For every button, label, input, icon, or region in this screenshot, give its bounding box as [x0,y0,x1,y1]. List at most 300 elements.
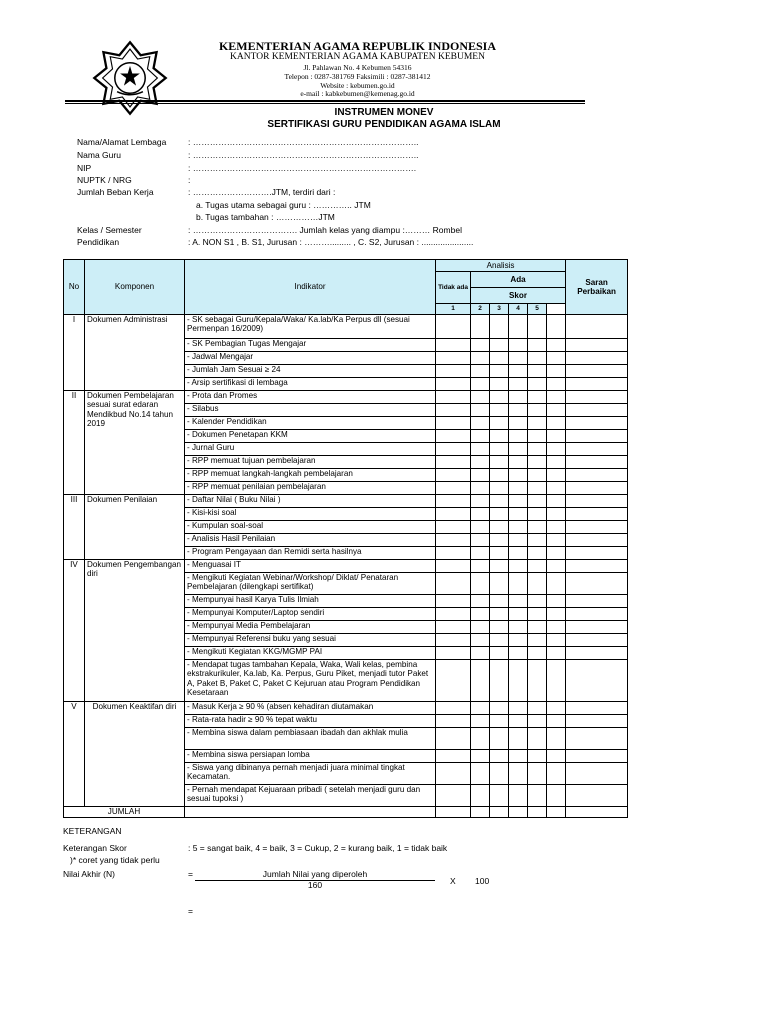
score-4-cell[interactable] [528,521,547,534]
score-2-cell[interactable] [490,508,509,521]
saran-cell[interactable] [566,456,628,469]
pendidikan-label: Pendidikan [77,237,120,247]
header-indikator: Indikator [185,260,436,315]
tidak-ada-cell[interactable] [436,608,471,621]
score-1-cell[interactable] [471,404,490,417]
score-5-cell[interactable] [547,595,566,608]
nilai-equals: = [188,869,193,879]
tidak-ada-cell[interactable] [436,547,471,560]
tidak-ada-cell[interactable] [436,469,471,482]
score-2-cell[interactable] [490,482,509,495]
tidak-ada-cell[interactable] [436,365,471,378]
tidak-ada-cell[interactable] [436,573,471,595]
tidak-ada-cell[interactable] [436,352,471,365]
score-4-cell[interactable] [528,560,547,573]
jumlah-score-cell[interactable] [436,807,471,818]
score-2-cell[interactable] [490,417,509,430]
score-3-cell[interactable] [509,534,528,547]
header-score-5: 5 [528,304,547,315]
saran-cell[interactable] [566,430,628,443]
score-5-cell[interactable] [547,750,566,763]
nama-lembaga-field[interactable]: : …………………………………………………………………….. [188,137,419,147]
score-5-cell[interactable] [547,560,566,573]
score-1-cell[interactable] [471,702,490,715]
score-3-cell[interactable] [509,660,528,702]
score-2-cell[interactable] [490,595,509,608]
score-4-cell[interactable] [528,647,547,660]
score-3-cell[interactable] [509,378,528,391]
tidak-ada-cell[interactable] [436,702,471,715]
saran-cell[interactable] [566,534,628,547]
saran-cell[interactable] [566,417,628,430]
score-3-cell[interactable] [509,339,528,352]
saran-cell[interactable] [566,715,628,728]
group-komponen: Dokumen Penilaian [85,495,185,560]
score-3-cell[interactable] [509,521,528,534]
score-2-cell[interactable] [490,495,509,508]
saran-cell[interactable] [566,728,628,750]
jumlah-score-cell[interactable] [490,807,509,818]
indicator-cell: - RPP memuat penilaian pembelajaran [185,482,436,495]
score-3-cell[interactable] [509,728,528,750]
score-1-cell[interactable] [471,495,490,508]
tidak-ada-cell[interactable] [436,534,471,547]
score-5-cell[interactable] [547,456,566,469]
score-5-cell[interactable] [547,495,566,508]
saran-cell[interactable] [566,315,628,339]
header-skor: Skor [471,288,566,304]
saran-cell[interactable] [566,785,628,807]
score-4-cell[interactable] [528,634,547,647]
score-4-cell[interactable] [528,469,547,482]
score-1-cell[interactable] [471,560,490,573]
score-5-cell[interactable] [547,508,566,521]
tidak-ada-cell[interactable] [436,785,471,807]
score-1-cell[interactable] [471,352,490,365]
table-row [64,495,628,508]
score-3-cell[interactable] [509,417,528,430]
score-5-cell[interactable] [547,417,566,430]
ministry-name: KEMENTERIAN AGAMA REPUBLIK INDONESIA [218,39,497,53]
header-tidak-ada: Tidak ada [436,272,471,304]
indicator-cell: - Pernah mendapat Kejuaraan pribadi ( setelah menjadi guru dan sesuai tupoksi ) [185,785,436,807]
saran-cell[interactable] [566,391,628,404]
score-2-cell[interactable] [490,365,509,378]
office-email: e-mail : kabkebumen@kemenag.go.id [300,89,415,98]
saran-cell[interactable] [566,365,628,378]
saran-cell[interactable] [566,443,628,456]
score-3-cell[interactable] [509,608,528,621]
score-4-cell[interactable] [528,495,547,508]
score-2-cell[interactable] [490,404,509,417]
score-1-cell[interactable] [471,482,490,495]
score-2-cell[interactable] [490,728,509,750]
indicator-cell: - Kisi-kisi soal [185,508,436,521]
score-2-cell[interactable] [490,339,509,352]
indicator-cell: - Mempunyai Media Pembelajaran [185,621,436,634]
score-3-cell[interactable] [509,702,528,715]
tidak-ada-cell[interactable] [436,647,471,660]
score-4-cell[interactable] [528,595,547,608]
score-2-cell[interactable] [490,608,509,621]
score-3-cell[interactable] [509,647,528,660]
saran-cell[interactable] [566,352,628,365]
score-4-cell[interactable] [528,534,547,547]
score-3-cell[interactable] [509,750,528,763]
tidak-ada-cell[interactable] [436,715,471,728]
score-4-cell[interactable] [528,430,547,443]
header-divider-thick [65,100,585,102]
tidak-ada-cell[interactable] [436,315,471,339]
nuptk-label: NUPTK / NRG [77,175,132,185]
score-2-cell[interactable] [490,634,509,647]
tidak-ada-cell[interactable] [436,404,471,417]
tidak-ada-cell[interactable] [436,660,471,702]
score-2-cell[interactable] [490,352,509,365]
score-2-cell[interactable] [490,750,509,763]
score-2-cell[interactable] [490,534,509,547]
score-1-cell[interactable] [471,430,490,443]
score-4-cell[interactable] [528,404,547,417]
score-1-cell[interactable] [471,456,490,469]
saran-cell[interactable] [566,547,628,560]
tidak-ada-cell[interactable] [436,750,471,763]
score-5-cell[interactable] [547,715,566,728]
saran-cell[interactable] [566,702,628,715]
jumlah-score-cell[interactable] [547,807,566,818]
score-1-cell[interactable] [471,417,490,430]
header-analisis: Analisis [436,260,566,272]
score-1-cell[interactable] [471,608,490,621]
score-3-cell[interactable] [509,508,528,521]
score-1-cell[interactable] [471,660,490,702]
score-5-cell[interactable] [547,647,566,660]
score-2-cell[interactable] [490,660,509,702]
score-5-cell[interactable] [547,339,566,352]
tidak-ada-cell[interactable] [436,378,471,391]
score-5-cell[interactable] [547,443,566,456]
tidak-ada-cell[interactable] [436,508,471,521]
indicator-cell: - Siswa yang dibinanya pernah menjadi juara minimal tingkat Kecamatan. [185,763,436,785]
score-4-cell[interactable] [528,443,547,456]
indicator-cell: - Mempunyai Komputer/Laptop sendiri [185,608,436,621]
score-5-cell[interactable] [547,573,566,595]
score-3-cell[interactable] [509,456,528,469]
saran-cell[interactable] [566,404,628,417]
score-1-cell[interactable] [471,378,490,391]
tidak-ada-cell[interactable] [436,417,471,430]
saran-cell[interactable] [566,595,628,608]
tidak-ada-cell[interactable] [436,728,471,750]
hundred-value: 100 [475,876,490,886]
score-4-cell[interactable] [528,728,547,750]
score-1-cell[interactable] [471,315,490,339]
tidak-ada-cell[interactable] [436,634,471,647]
score-4-cell[interactable] [528,621,547,634]
group-number: I [64,315,85,391]
tugas-utama-field[interactable]: a. Tugas utama sebagai guru : ………….. JTM [196,200,371,210]
score-3-cell[interactable] [509,443,528,456]
tidak-ada-cell[interactable] [436,621,471,634]
score-1-cell[interactable] [471,469,490,482]
score-2-cell[interactable] [490,430,509,443]
score-2-cell[interactable] [490,573,509,595]
tugas-tambahan-field[interactable]: b. Tugas tambahan : ……………JTM [196,212,335,222]
score-4-cell[interactable] [528,417,547,430]
score-4-cell[interactable] [528,573,547,595]
table-row [64,560,628,573]
score-3-cell[interactable] [509,634,528,647]
score-4-cell[interactable] [528,785,547,807]
score-1-cell[interactable] [471,508,490,521]
indicator-cell: - Prota dan Promes [185,391,436,404]
score-3-cell[interactable] [509,495,528,508]
score-5-cell[interactable] [547,391,566,404]
header-divider-thin [65,103,585,104]
tidak-ada-cell[interactable] [436,595,471,608]
score-2-cell[interactable] [490,560,509,573]
score-1-cell[interactable] [471,750,490,763]
score-5-cell[interactable] [547,365,566,378]
score-3-cell[interactable] [509,391,528,404]
score-4-cell[interactable] [528,508,547,521]
score-5-cell[interactable] [547,634,566,647]
score-5-cell[interactable] [547,763,566,785]
score-3-cell[interactable] [509,482,528,495]
keterangan-heading: KETERANGAN [63,826,122,836]
score-2-cell[interactable] [490,621,509,634]
score-4-cell[interactable] [528,352,547,365]
score-4-cell[interactable] [528,763,547,785]
score-3-cell[interactable] [509,621,528,634]
indicator-cell: - Daftar Nilai ( Buku Nilai ) [185,495,436,508]
score-2-cell[interactable] [490,785,509,807]
score-1-cell[interactable] [471,647,490,660]
saran-cell[interactable] [566,621,628,634]
header-ada: Ada [471,272,566,288]
saran-cell[interactable] [566,763,628,785]
indicator-cell: - SK sebagai Guru/Kepala/Waka/ Ka.lab/Ka Perpus dll (sesuai Permenpan 16/2009) [185,315,436,339]
jumlah-saran-cell[interactable] [566,807,628,818]
score-5-cell[interactable] [547,378,566,391]
score-2-cell[interactable] [490,443,509,456]
tidak-ada-cell[interactable] [436,482,471,495]
score-5-cell[interactable] [547,785,566,807]
score-3-cell[interactable] [509,315,528,339]
score-2-cell[interactable] [490,456,509,469]
score-1-cell[interactable] [471,785,490,807]
saran-cell[interactable] [566,339,628,352]
indicator-cell: - Mempunyai hasil Karya Tulis Ilmiah [185,595,436,608]
score-3-cell[interactable] [509,547,528,560]
score-2-cell[interactable] [490,715,509,728]
group-number: III [64,495,85,560]
score-3-cell[interactable] [509,560,528,573]
score-3-cell[interactable] [509,595,528,608]
office-phone: Telepon : 0287-381769 Faksimili : 0287-381412 [284,72,431,81]
score-2-cell[interactable] [490,763,509,785]
score-2-cell[interactable] [490,521,509,534]
group-number: V [64,702,85,807]
score-2-cell[interactable] [490,702,509,715]
score-1-cell[interactable] [471,573,490,595]
indicator-cell: - Kumpulan soal-soal [185,521,436,534]
saran-cell[interactable] [566,750,628,763]
tidak-ada-cell[interactable] [436,456,471,469]
nama-lembaga-label: Nama/Alamat Lembaga [77,137,167,147]
score-1-cell[interactable] [471,443,490,456]
multiply-sign: X [450,876,456,886]
beban-kerja-field[interactable]: : ……………………….JTM, terdiri dari : [188,187,336,197]
score-3-cell[interactable] [509,352,528,365]
indicator-cell: - Jadwal Mengajar [185,352,436,365]
score-4-cell[interactable] [528,715,547,728]
indicator-cell: - Kalender Pendidikan [185,417,436,430]
kelas-semester-label: Kelas / Semester [77,225,142,235]
score-1-cell[interactable] [471,339,490,352]
jumlah-score-cell[interactable] [471,807,490,818]
keterangan-skor-value: : 5 = sangat baik, 4 = baik, 3 = Cukup, 2 = kurang baik, 1 = tidak baik [188,843,448,853]
score-1-cell[interactable] [471,547,490,560]
score-5-cell[interactable] [547,608,566,621]
score-3-cell[interactable] [509,469,528,482]
nip-field[interactable]: : ……………………………………………………………………. [188,163,417,173]
office-name: KANTOR KEMENTERIAN AGAMA KABUPATEN KEBUMEN [230,52,485,62]
score-4-cell[interactable] [528,339,547,352]
score-4-cell[interactable] [528,391,547,404]
score-4-cell[interactable] [528,702,547,715]
table-row [64,702,628,715]
score-5-cell[interactable] [547,702,566,715]
score-5-cell[interactable] [547,404,566,417]
tidak-ada-cell[interactable] [436,391,471,404]
tidak-ada-cell[interactable] [436,560,471,573]
nuptk-field[interactable]: : [188,175,191,185]
saran-cell[interactable] [566,469,628,482]
jumlah-score-cell[interactable] [509,807,528,818]
score-1-cell[interactable] [471,634,490,647]
score-2-cell[interactable] [490,647,509,660]
score-3-cell[interactable] [509,430,528,443]
score-4-cell[interactable] [528,315,547,339]
score-2-cell[interactable] [490,469,509,482]
saran-cell[interactable] [566,495,628,508]
kemenag-logo [92,40,168,116]
score-4-cell[interactable] [528,456,547,469]
jumlah-score-cell[interactable] [528,807,547,818]
score-3-cell[interactable] [509,785,528,807]
saran-cell[interactable] [566,378,628,391]
score-5-cell[interactable] [547,660,566,702]
header-score-3: 3 [490,304,509,315]
tidak-ada-cell[interactable] [436,521,471,534]
score-5-cell[interactable] [547,430,566,443]
coret-note: )* coret yang tidak perlu [70,855,160,865]
score-1-cell[interactable] [471,621,490,634]
score-1-cell[interactable] [471,728,490,750]
tidak-ada-cell[interactable] [436,443,471,456]
saran-cell[interactable] [566,660,628,702]
jumlah-indicator-cell [185,807,436,818]
indicator-cell: - Rata-rata hadir ≥ 90 % tepat waktu [185,715,436,728]
saran-cell[interactable] [566,482,628,495]
pendidikan-field[interactable]: : A. NON S1 , B. S1, Jurusan : ………......... , C. S2, Jurusan : ...................... [188,237,474,247]
score-5-cell[interactable] [547,469,566,482]
score-3-cell[interactable] [509,365,528,378]
indicator-cell: - RPP memuat langkah-langkah pembelajaran [185,469,436,482]
saran-cell[interactable] [566,647,628,660]
saran-cell[interactable] [566,573,628,595]
monev-table [63,259,628,818]
score-1-cell[interactable] [471,391,490,404]
indicator-cell: - Membina siswa dalam pembiasaan ibadah dan akhlak mulia [185,728,436,750]
indicator-cell: - SK Pembagian Tugas Mengajar [185,339,436,352]
saran-cell[interactable] [566,521,628,534]
score-4-cell[interactable] [528,378,547,391]
indicator-cell: - Jurnal Guru [185,443,436,456]
score-3-cell[interactable] [509,573,528,595]
nip-label: NIP [77,163,92,173]
tidak-ada-cell[interactable] [436,339,471,352]
score-4-cell[interactable] [528,608,547,621]
score-1-cell[interactable] [471,595,490,608]
score-3-cell[interactable] [509,715,528,728]
score-5-cell[interactable] [547,352,566,365]
score-4-cell[interactable] [528,750,547,763]
score-3-cell[interactable] [509,763,528,785]
score-1-cell[interactable] [471,521,490,534]
score-5-cell[interactable] [547,534,566,547]
score-5-cell[interactable] [547,547,566,560]
score-4-cell[interactable] [528,365,547,378]
group-number: II [64,391,85,495]
score-2-cell[interactable] [490,378,509,391]
nilai-akhir-label: Nilai Akhir (N) [63,869,115,879]
indicator-cell: - Jumlah Jam Sesuai ≥ 24 [185,365,436,378]
score-5-cell[interactable] [547,315,566,339]
score-5-cell[interactable] [547,728,566,750]
score-3-cell[interactable] [509,404,528,417]
score-5-cell[interactable] [547,482,566,495]
score-4-cell[interactable] [528,547,547,560]
nama-guru-field[interactable]: : …………………………………………………………………….. [188,150,419,160]
kelas-semester-field[interactable]: : ………………………………. Jumlah kelas yang diampu :……… Rombel [188,225,462,235]
saran-cell[interactable] [566,634,628,647]
saran-cell[interactable] [566,608,628,621]
score-5-cell[interactable] [547,621,566,634]
score-4-cell[interactable] [528,482,547,495]
saran-cell[interactable] [566,560,628,573]
score-1-cell[interactable] [471,365,490,378]
indicator-cell: - Silabus [185,404,436,417]
nama-guru-label: Nama Guru [77,150,121,160]
formula-numerator: Jumlah Nilai yang diperoleh [262,869,368,879]
score-5-cell[interactable] [547,521,566,534]
score-4-cell[interactable] [528,660,547,702]
group-komponen: Dokumen Pengembangan diri [85,560,185,702]
score-2-cell[interactable] [490,391,509,404]
score-1-cell[interactable] [471,715,490,728]
score-1-cell[interactable] [471,763,490,785]
saran-cell[interactable] [566,508,628,521]
score-2-cell[interactable] [490,547,509,560]
tidak-ada-cell[interactable] [436,430,471,443]
score-2-cell[interactable] [490,315,509,339]
score-1-cell[interactable] [471,534,490,547]
tidak-ada-cell[interactable] [436,763,471,785]
tidak-ada-cell[interactable] [436,495,471,508]
result-equals: = [188,906,193,916]
